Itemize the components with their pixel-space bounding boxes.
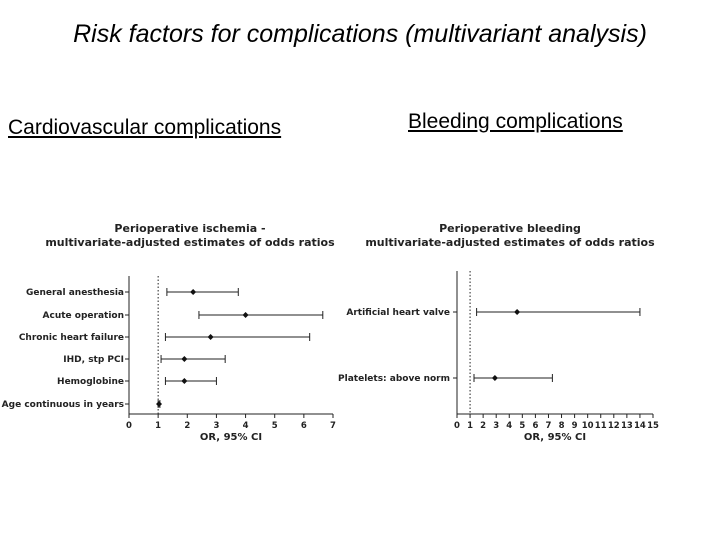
chart-title-line: Perioperative ischemia - [114, 222, 266, 235]
x-tick-label: 3 [493, 421, 500, 431]
x-tick-label: 5 [519, 421, 526, 431]
chart-title-line: multivariate-adjusted estimates of odds ratios [45, 236, 335, 249]
x-tick-label: 10 [581, 421, 594, 431]
chart-title-line: Perioperative bleeding [439, 222, 581, 235]
x-tick-label: 7 [330, 421, 336, 431]
chart-title-line: multivariate-adjusted estimates of odds ratios [365, 236, 655, 249]
x-tick-label: 1 [467, 421, 474, 431]
x-tick-label: 2 [480, 421, 487, 431]
x-tick-label: 2 [184, 421, 191, 431]
x-tick-label: 7 [545, 421, 552, 431]
row-label: General anesthesia [25, 288, 124, 298]
x-tick-label: 15 [647, 421, 659, 431]
x-tick-label: 4 [506, 421, 513, 431]
odds-ratio-point [514, 309, 520, 315]
row-label: Hemoglobine [57, 377, 124, 387]
row-label: Platelets: above norm [338, 374, 450, 384]
x-axis-label: OR, 95% CI [523, 432, 587, 443]
x-tick-label: 9 [571, 421, 578, 431]
x-tick-label: 11 [594, 421, 607, 431]
odds-ratio-point [181, 356, 187, 362]
row-label: Artificial heart valve [346, 308, 450, 318]
x-tick-label: 12 [607, 421, 620, 431]
x-tick-label: 1 [155, 421, 162, 431]
odds-ratio-point [156, 401, 162, 407]
odds-ratio-point [190, 289, 196, 295]
x-tick-label: 0 [126, 421, 132, 431]
slide-title: Risk factors for complications (multivariant analysis) [73, 20, 647, 48]
odds-ratio-point [208, 334, 214, 340]
x-tick-label: 3 [213, 421, 220, 431]
x-tick-label: 5 [271, 421, 278, 431]
section-title-bleeding: Bleeding complications [408, 110, 623, 133]
x-tick-label: 14 [634, 421, 646, 431]
row-label: Chronic heart failure [18, 333, 124, 343]
odds-ratio-point [181, 378, 187, 384]
x-tick-label: 6 [300, 421, 307, 431]
x-tick-label: 8 [558, 421, 565, 431]
x-tick-label: 0 [454, 421, 460, 431]
odds-ratio-point [243, 312, 249, 318]
x-tick-label: 4 [242, 421, 249, 431]
row-label: Acute operation [42, 311, 124, 321]
x-tick-label: 13 [620, 421, 633, 431]
odds-ratio-point [492, 375, 498, 381]
section-title-cardiovascular: Cardiovascular complications [8, 116, 282, 139]
x-tick-label: 6 [532, 421, 539, 431]
x-axis-label: OR, 95% CI [199, 432, 263, 443]
row-label: Age continuous in years [1, 400, 124, 410]
row-label: IHD, stp PCI [63, 355, 124, 365]
